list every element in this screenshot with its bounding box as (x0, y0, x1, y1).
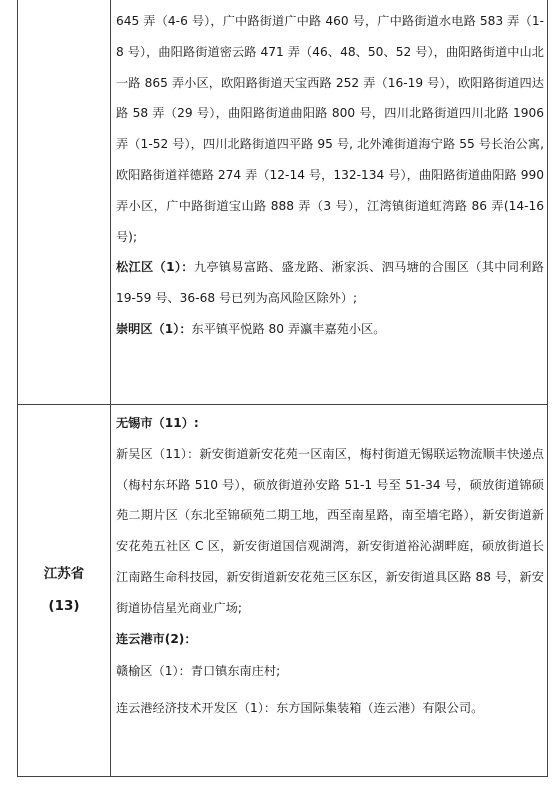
column-divider (110, 0, 111, 777)
songjiang-text: 九亭镇易富路、盛龙路、淅家浜、泗马塘的合围区（其中同利路 19-59 号、36-68 号已列为高风险区除外）; (116, 260, 544, 306)
lianyungang-heading-text: 连云港市(2)： (116, 631, 197, 646)
ganyu-entry (116, 656, 544, 687)
xinwu-text: 新安街道新安花苑一区南区，梅村街道无锡联运物流顺丰快递点（梅村东环路 510 号），硕放街道孙安路 51-1 号至 51-34 号，硕放街道锦硕苑二期片区（东北至锦硕苑二期工地，西至南星路，南至墙宅路），新安街道新安花苑五社区 C 区，新安街道国信观湖湾，新安街道裕沁湖畔庭，硕放街道长江南路生命科技园，新安街道新安花苑三区东区，新安街道具区路 88 号，新安街道协信星光商业广场; (116, 446, 544, 615)
songjiang-entry (116, 252, 544, 314)
jiangsu-areas-cell (116, 408, 544, 724)
devzone-label: 连云港经济技术开发区（1）： (116, 701, 277, 716)
songjiang-label: 松江区（1）： (116, 260, 194, 275)
chongming-label: 崇明区（1）： (116, 321, 192, 336)
devzone-entry (116, 693, 544, 724)
ganyu-label: 赣榆区（1）： (116, 664, 191, 679)
hongkou-area-list: 645 弄（4-6 号），广中路街道广中路 460 号，广中路街道水电路 583 弄（1-8 号），曲阳路街道密云路 471 弄（46、48、50、52 号），曲阳路街道中山北一路 865 弄小区，欧阳路街道天宝西路 252 弄（16-19 号），欧阳路街道四达路 58 弄（29 号），曲阳路街道曲阳路 800 号，四川北路街道四川北路 1906 弄（1-52 号），四川北路街道四平路 95 号, 北外滩街道海宁路 55 号长治公寓, 欧阳路街道祥德路 274 弄（12-14 号，132-134 号），曲阳路街道曲阳路 990 弄小区，广中路街道宝山路 888 弄（3 号），江湾镇街道虹湾路 86 弄(14-16 号); (116, 14, 544, 244)
province-count: (13) (48, 598, 80, 614)
row-divider (17, 404, 548, 405)
chongming-entry (116, 314, 544, 345)
shanghai-areas-cell (116, 6, 544, 345)
xinwu-entry (116, 439, 544, 624)
devzone-text: 东方国际集装箱（连云港）有限公司。 (276, 701, 484, 716)
wuxi-heading-text: 无锡市（11）: (116, 416, 199, 430)
xinwu-label: 新吴区（11）： (116, 446, 200, 461)
chongming-text: 东平镇平悦路 80 弄瀛丰嘉苑小区。 (191, 321, 386, 336)
ganyu-text: 青口镇东南庄村; (190, 664, 281, 679)
wuxi-heading (116, 408, 544, 439)
province-name: 江苏省 (43, 566, 85, 582)
lianyungang-heading (116, 624, 544, 655)
